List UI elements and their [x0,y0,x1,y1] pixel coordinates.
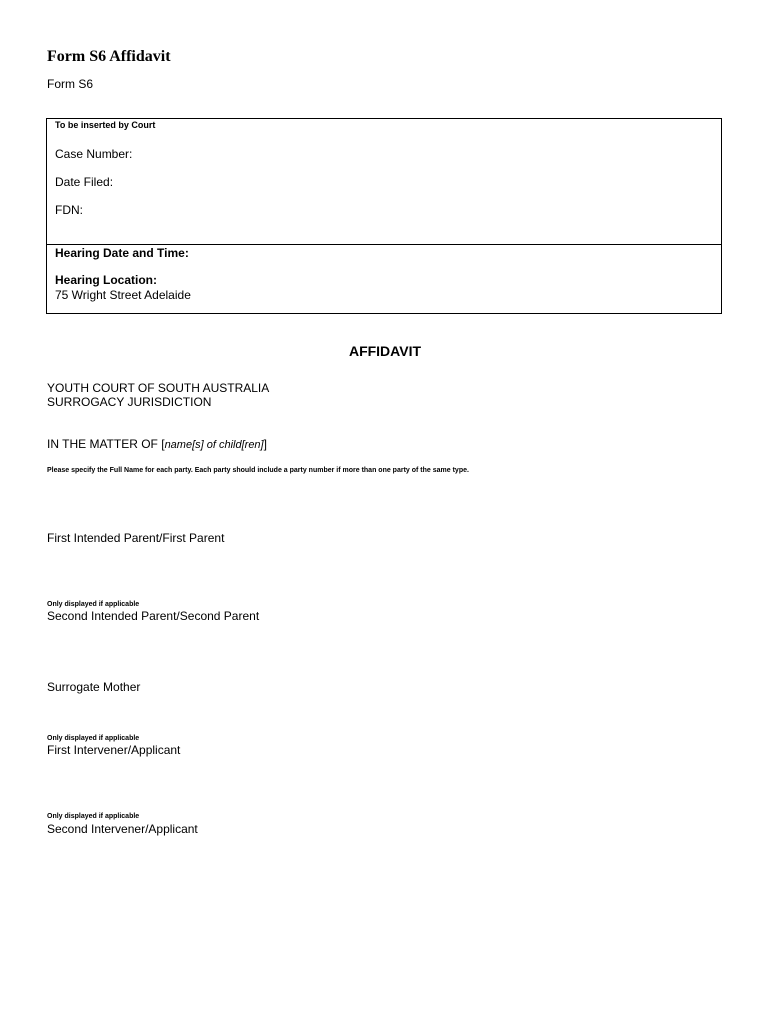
matter-line [47,437,267,451]
party-label-surrogate-mother: Surrogate Mother [47,680,141,694]
fdn-label: FDN: [55,203,83,217]
party-note-second-intervener: Only displayed if applicable [47,813,140,820]
matter-placeholder: name[s] of child[ren] [164,439,264,451]
party-note-second-parent: Only displayed if applicable [47,601,140,608]
party-label-first-intervener: First Intervener/Applicant [47,743,181,757]
form-subtitle: Form S6 [47,77,94,91]
party-label-first-parent: First Intended Parent/First Parent [47,531,225,545]
party-label-second-parent: Second Intended Parent/Second Parent [47,609,260,623]
matter-prefix: IN THE MATTER OF [ [47,437,165,451]
date-filed-label: Date Filed: [55,175,114,189]
party-label-second-intervener: Second Intervener/Applicant [47,822,198,836]
party-note-first-intervener: Only displayed if applicable [47,735,140,742]
matter-suffix: ] [263,437,267,451]
court-box-header: To be inserted by Court [55,120,156,130]
hearing-location-value: 75 Wright Street Adelaide [55,288,191,302]
party-instruction: Please specify the Full Name for each party. Each party should include a party number if more than one party of the same type. [47,467,469,474]
court-use-box [46,118,722,314]
document-title: Form S6 Affidavit [47,48,171,65]
court-name-line1: YOUTH COURT OF SOUTH AUSTRALIA [47,381,270,395]
hearing-location-label: Hearing Location: [55,273,158,287]
court-name-line2: SURROGACY JURISDICTION [47,395,212,409]
court-box-divider [47,244,721,245]
affidavit-heading: AFFIDAVIT [348,343,422,359]
case-number-label: Case Number: [55,147,133,161]
hearing-date-label: Hearing Date and Time: [55,246,189,260]
